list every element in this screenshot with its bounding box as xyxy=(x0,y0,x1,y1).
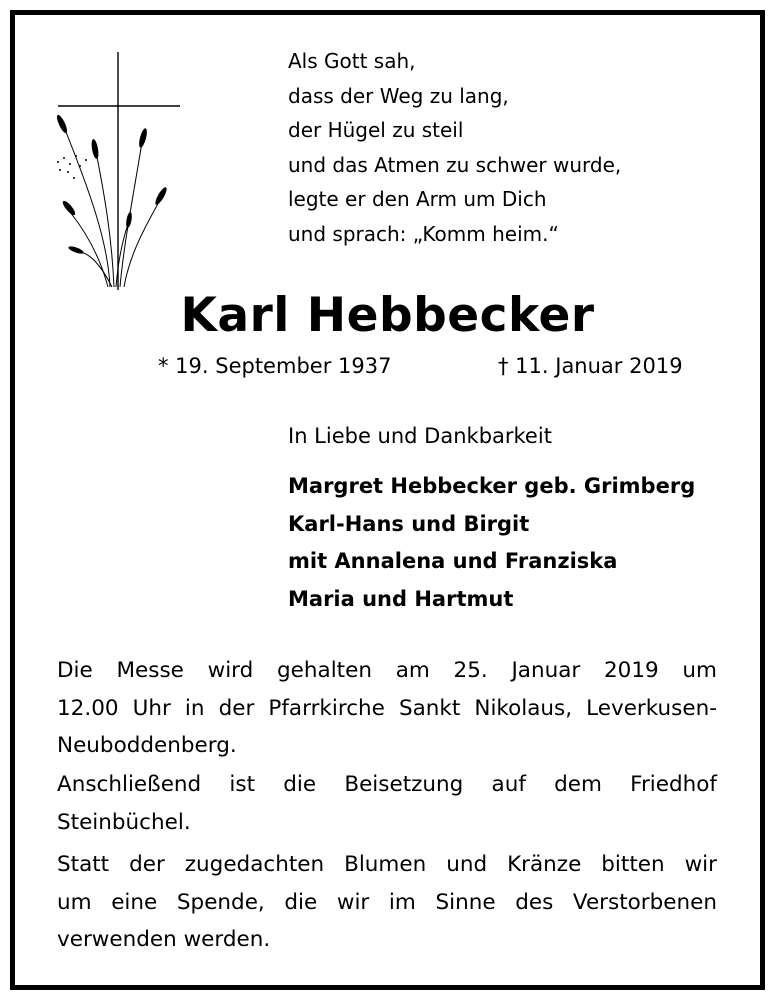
poem xyxy=(288,44,621,251)
paragraph-line: Die Messe wird gehalten am 25. Januar 2019 um xyxy=(57,658,717,683)
poem-line: und sprach: „Komm heim.“ xyxy=(288,221,559,246)
mourner: Maria und Hartmut xyxy=(288,586,514,611)
donation-paragraph xyxy=(57,846,717,959)
paragraph-line: Anschließend ist die Beisetzung auf dem Friedhof xyxy=(57,772,717,797)
paragraph-line: um eine Spende, die wir im Sinne des Verstorbenen xyxy=(57,889,717,915)
mourners-list xyxy=(288,468,695,618)
deceased-name: Karl Hebbecker xyxy=(180,288,595,343)
burial-paragraph xyxy=(57,766,717,841)
mass-paragraph xyxy=(57,652,717,765)
paragraph-line: 12.00 Uhr in der Pfarrkirche Sankt Nikolaus, Leverkusen- xyxy=(57,695,717,721)
poem-line: der Hügel zu steil xyxy=(288,118,464,142)
paragraph-line: verwenden werden. xyxy=(57,927,271,952)
poem-line: Als Gott sah, xyxy=(288,49,416,73)
poem-line: legte er den Arm um Dich xyxy=(288,187,547,211)
poem-line: dass der Weg zu lang, xyxy=(288,83,509,108)
mourner: mit Annalena und Franziska xyxy=(288,549,618,573)
cross-with-wheat-icon xyxy=(50,52,185,292)
mourner: Karl-Hans und Birgit xyxy=(288,511,530,536)
mourner: Margret Hebbecker geb. Grimberg xyxy=(288,474,696,498)
birth-date: * 19. September 1937 xyxy=(158,354,392,378)
paragraph-line: Neuboddenberg. xyxy=(57,733,237,758)
paragraph-line: Steinbüchel. xyxy=(57,809,191,835)
paragraph-line: Statt der zugedachten Blumen und Kränze bitten wir xyxy=(57,852,717,877)
death-date: † 11. Januar 2019 xyxy=(498,354,683,378)
poem-line: und das Atmen zu schwer wurde, xyxy=(288,152,622,177)
thanks-line: In Liebe und Dankbarkeit xyxy=(288,424,552,448)
